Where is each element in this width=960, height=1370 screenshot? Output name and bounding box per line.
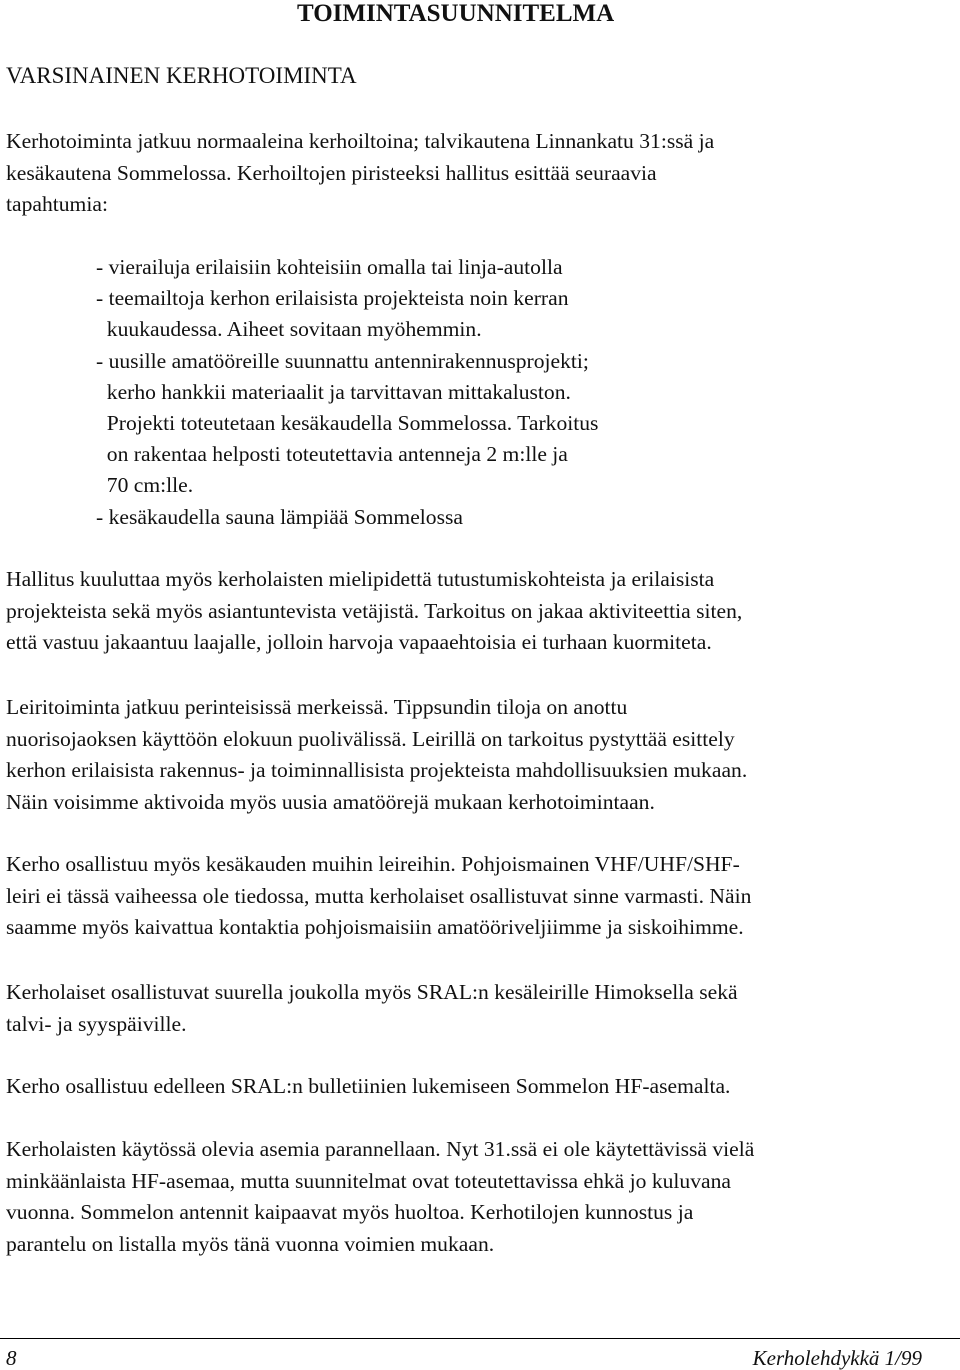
list-item: 70 cm:lle. bbox=[96, 473, 194, 498]
list-item: - uusille amatööreille suunnattu antennirakennusprojekti; bbox=[96, 348, 589, 373]
paragraph-line: Kerhotoiminta jatkuu normaaleina kerhoiltoina; talvikautena Linnankatu 31:ssä ja bbox=[6, 129, 715, 153]
paragraph-line: kerhon erilaisista rakennus- ja toiminnallisista projekteista mahdollisuuksien mukaan. bbox=[6, 758, 748, 782]
list-item: - kesäkaudella sauna lämpiää Sommelossa bbox=[96, 504, 463, 529]
paragraph-camp bbox=[6, 692, 747, 818]
paragraph-stations bbox=[6, 1134, 754, 1260]
paragraph-line: minkäänlaista HF-asemaa, mutta suunnitelmat ovat toteutettavissa ehkä jo kuluvana bbox=[6, 1168, 731, 1193]
list-item: kuukaudessa. Aiheet sovitaan myöhemmin. bbox=[96, 317, 482, 342]
paragraph-summer-camps bbox=[6, 849, 751, 944]
paragraph-line: talvi- ja syyspäiville. bbox=[6, 1011, 187, 1036]
document-title: TOIMINTASUUNNITELMA bbox=[297, 0, 615, 27]
list-item: - teemailtoja kerhon erilaisista projekteista noin kerran bbox=[96, 286, 569, 311]
paragraph-line: että vastuu jakaantuu laajalle, jolloin harvoja vapaaehtoisia ei turhaan kuormiteta. bbox=[6, 630, 712, 654]
paragraph-feedback bbox=[6, 564, 742, 659]
paragraph-line: Hallitus kuuluttaa myös kerholaisten mielipidettä tutustumiskohteista ja erilaisista bbox=[6, 567, 715, 591]
paragraph-line: Kerholaisten käytössä olevia asemia parannellaan. Nyt 31.ssä ei ole käytettävissä vielä bbox=[6, 1137, 755, 1161]
paragraph-line: tapahtumia: bbox=[6, 192, 108, 216]
paragraph-line: Kerholaiset osallistuvat suurella joukolla myös SRAL:n kesäleirille Himoksella sekä bbox=[6, 980, 738, 1004]
paragraph-line: Näin voisimme aktivoida myös uusia amatöörejä mukaan kerhotoimintaan. bbox=[6, 789, 655, 814]
intro-paragraph bbox=[6, 126, 714, 221]
event-list bbox=[96, 252, 598, 533]
list-item: on rakentaa helposti toteutettavia antenneja 2 m:lle ja bbox=[96, 442, 568, 467]
paragraph-sral-camp bbox=[6, 977, 738, 1040]
paragraph-line: projekteista sekä myös asiantuntevista vetäjistä. Tarkoitus on jakaa aktiviteettia siten, bbox=[6, 598, 743, 623]
paragraph-line: vuonna. Sommelon antennit kaipaavat myös huoltoa. Kerhotilojen kunnostus ja bbox=[6, 1200, 694, 1224]
paragraph-line: kesäkautena Sommelossa. Kerhoiltojen piristeeksi hallitus esittää seuraavia bbox=[6, 160, 657, 185]
page-number: 8 bbox=[6, 1346, 17, 1370]
paragraph-bulletins bbox=[6, 1071, 730, 1103]
list-item: Projekti toteutetaan kesäkaudella Sommelossa. Tarkoitus bbox=[96, 410, 599, 435]
paragraph-line: parantelu on listalla myös tänä vuonna voimien mukaan. bbox=[6, 1231, 495, 1256]
list-item: kerho hankkii materiaalit ja tarvittavan mittakaluston. bbox=[96, 379, 571, 404]
section-heading: VARSINAINEN KERHOTOIMINTA bbox=[6, 63, 357, 88]
paragraph-line: nuorisojaoksen käyttöön elokuun puolivälissä. Leirillä on tarkoitus pystyttää esittely bbox=[6, 726, 735, 751]
footer-divider bbox=[0, 1338, 960, 1339]
publication-name: Kerholehdykkä 1/99 bbox=[752, 1346, 922, 1370]
paragraph-line: Kerho osallistuu edelleen SRAL:n bulletiinien lukemiseen Sommelon HF-asemalta. bbox=[6, 1074, 731, 1098]
list-item: - vierailuja erilaisiin kohteisiin omalla tai linja-autolla bbox=[96, 255, 563, 279]
paragraph-line: Kerho osallistuu myös kesäkauden muihin leireihin. Pohjoismainen VHF/UHF/SHF- bbox=[6, 852, 740, 876]
paragraph-line: Leiritoiminta jatkuu perinteisissä merkeissä. Tippsundin tiloja on anottu bbox=[6, 695, 628, 719]
paragraph-line: saamme myös kaivattua kontaktia pohjoismaisiin amatööriveljiimme ja siskoihimme. bbox=[6, 915, 744, 939]
paragraph-line: leiri ei tässä vaiheessa ole tiedossa, mutta kerholaiset osallistuvat sinne varmasti. Näin bbox=[6, 883, 752, 908]
